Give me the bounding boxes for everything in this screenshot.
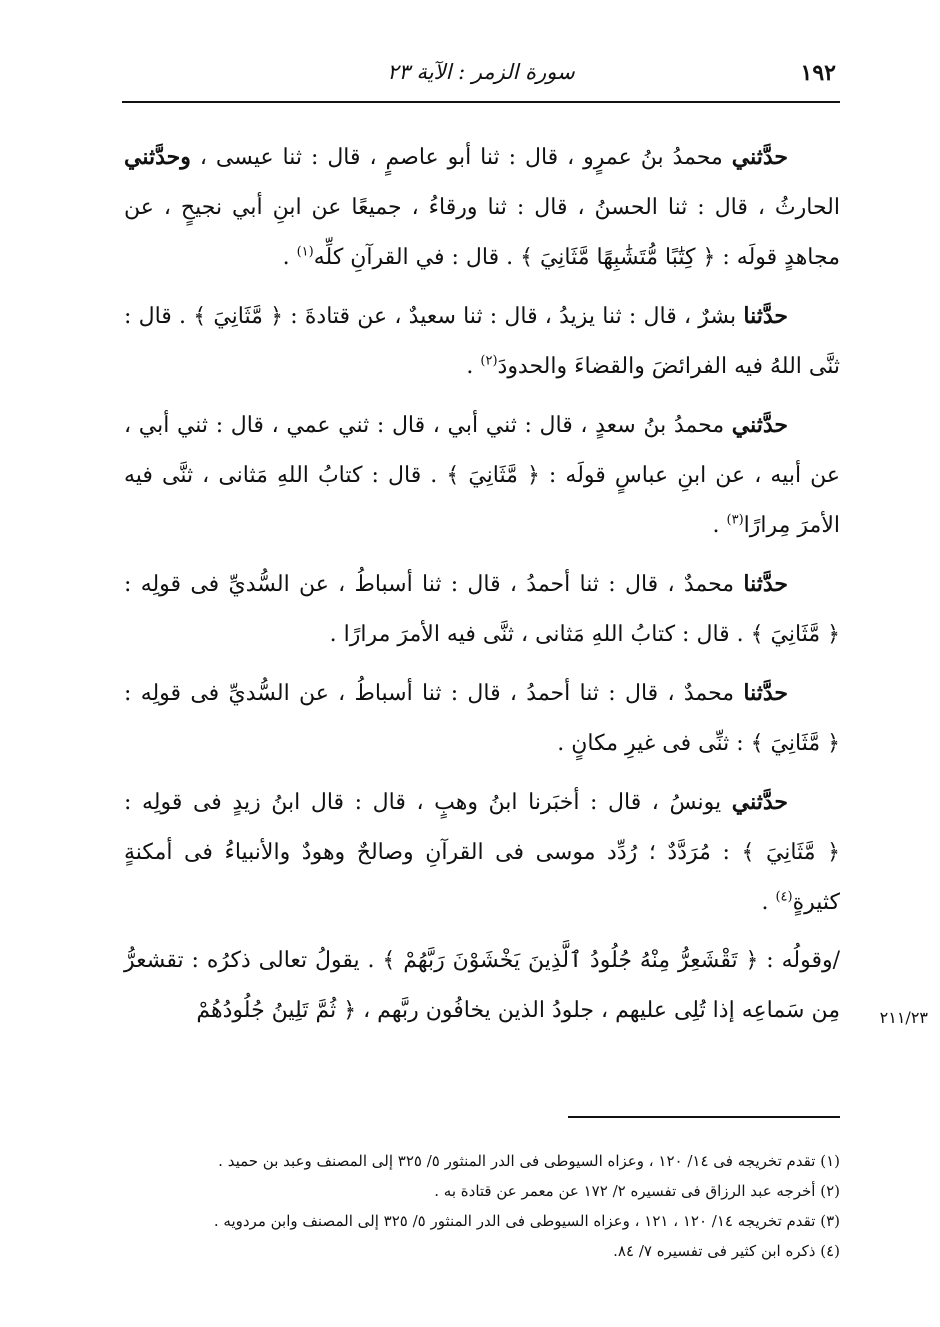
footnote-marker[interactable]: (٤) — [775, 889, 793, 905]
quran-quote: ﴿ مَّثَانِيَ ﴾ — [750, 622, 840, 647]
comment-text: . قال : كتابُ اللهِ مَثانى ، ثنَّى فيه الأمرَ مرارًا . — [329, 622, 751, 647]
footnote-marker[interactable]: (٢) — [480, 353, 498, 369]
quran-quote-2: ﴿ ثُمَّ تَلِينُ جُلُودُهُمْ — [196, 998, 357, 1023]
sentence-end: . — [282, 245, 297, 270]
chain-lead: حدَّثني — [731, 144, 788, 170]
quran-quote: ﴿ مَّثَانِيَ ﴾ — [741, 840, 840, 865]
comment-text: : ثنِّى فى غيرِ مكانٍ . — [557, 731, 751, 756]
footnote-rule — [568, 1116, 840, 1118]
chain-text: محمدٌ ، قال : ثنا أحمدُ ، قال : ثنا أسباطُ ، عن السُّديِّ فى قولِه : — [124, 572, 744, 597]
running-title: سورة الزمر : الآية ٢٣ — [387, 60, 575, 84]
quran-quote: ﴿ كِتَٰبًا مُّتَشَٰبِهًا مَّثَانِيَ ﴾ — [520, 245, 716, 270]
chain-text-2: الحارثُ ، قال : ثنا الحسنُ ، قال : ثنا ورقاءُ ، جميعًا عن ابنِ أبي نجيحٍ ، عن مجاهدٍ قولَه : — [124, 195, 840, 270]
footnote-marker[interactable]: (٣) — [726, 512, 744, 528]
quran-quote: ﴿ مَّثَانِيَ ﴾ — [193, 304, 284, 329]
quran-quote: ﴿ تَقْشَعِرُّ مِنْهُ جُلُودُ ٱلَّذِينَ يَخْشَوْنَ رَبَّهُمْ ﴾ — [382, 948, 759, 973]
chain-text: محمدُ بنُ عمرٍو ، قال : ثنا أبو عاصمٍ ، قال : ثنا عيسى ، — [190, 145, 732, 170]
paragraph-7 — [124, 936, 840, 1036]
sentence-end: . — [761, 890, 776, 915]
chain-lead: حدَّثنا — [743, 303, 788, 329]
paragraph-6 — [124, 777, 840, 928]
chain-lead-2: وحدَّثني — [124, 144, 191, 170]
comment-text: . قال : كتابُ اللهِ مَثانى ، ثنَّى فيه الأمرَ مِرارًا — [124, 463, 840, 538]
footnote-2: (٢) أخرجه عبد الرزاق فى تفسيره ٢/ ١٧٢ عن معمر عن قتادة به . — [434, 1182, 840, 1200]
paragraph-3 — [124, 400, 840, 551]
footnote-marker[interactable]: (١) — [296, 244, 314, 260]
chain-lead: حدَّثني — [731, 789, 788, 815]
chain-lead: حدَّثني — [731, 412, 788, 438]
comment-text: . قال : في القرآنِ كلِّه — [313, 245, 521, 270]
quran-quote: ﴿ مَّثَانِيَ ﴾ — [750, 731, 840, 756]
paragraph-5 — [124, 668, 840, 769]
footnote-1: (١) تقدم تخريجه فى ١٤/ ١٢٠ ، وعزاه السيوطى فى الدر المنثور ٥/ ٣٢٥ إلى المصنف وعبد بن حميد . — [218, 1152, 840, 1170]
verse-intro: /وقولُه : — [758, 948, 840, 973]
main-text — [124, 132, 840, 1044]
comment-text: . يقولُ تعالى ذكرُه : تقشعرُّ مِن سَماعِه إذا تُلِى عليهم ، جلودُ الذين يخافُون ربَّهم ، — [124, 948, 840, 1023]
chain-text: يونسُ ، قال : أخبَرنا ابنُ وهبٍ ، قال : قال ابنُ زيدٍ فى قولِه : — [124, 790, 732, 815]
comment-text: . قال : ثنَّى اللهُ فيه الفرائضَ والقضاءَ والحدودَ — [124, 304, 840, 379]
footnote-4: (٤) ذكره ابن كثير فى تفسيره ٧/ ٨٤. — [613, 1242, 840, 1260]
chain-text: محمدٌ ، قال : ثنا أحمدُ ، قال : ثنا أسباطُ ، عن السُّديِّ فى قولِه : — [124, 681, 744, 706]
page-number: ١٩٢ — [800, 60, 836, 86]
header-rule — [122, 101, 840, 103]
page-header — [122, 54, 840, 96]
sentence-end: . — [466, 354, 481, 379]
paragraph-2 — [124, 291, 840, 392]
sentence-end: . — [712, 513, 727, 538]
chain-text: بشرٌ ، قال : ثنا يزيدُ ، قال : ثنا سعيدٌ ، عن قتادةَ : — [283, 304, 744, 329]
chain-lead: حدَّثنا — [743, 571, 788, 597]
margin-reference: ٢١١/٢٣ — [879, 1008, 928, 1027]
quran-quote: ﴿ مَّثَانِيَ ﴾ — [446, 463, 540, 488]
footnotes — [124, 1146, 840, 1266]
footnote-3: (٣) تقدم تخريجه ١٤/ ١٢٠ ، ١٢١ ، وعزاه السيوطى فى الدر المنثور ٥/ ٣٢٥ إلى المصنف وابن مردويه . — [213, 1212, 840, 1230]
paragraph-1 — [124, 132, 840, 283]
comment-text: : مُرَدَّدٌ ؛ رُدِّد موسى فى القرآنِ وصالحٌ وهودٌ والأنبياءُ فى أمكنةٍ كثيرةٍ — [124, 840, 840, 915]
paragraph-4 — [124, 559, 840, 660]
chain-lead: حدَّثنا — [743, 680, 788, 706]
chain-text: محمدُ بنُ سعدٍ ، قال : ثني أبي ، قال : ثني عمي ، قال : ثني أبي ، عن أبيه ، عن ابنِ عباسٍ قولَه : — [124, 413, 840, 488]
